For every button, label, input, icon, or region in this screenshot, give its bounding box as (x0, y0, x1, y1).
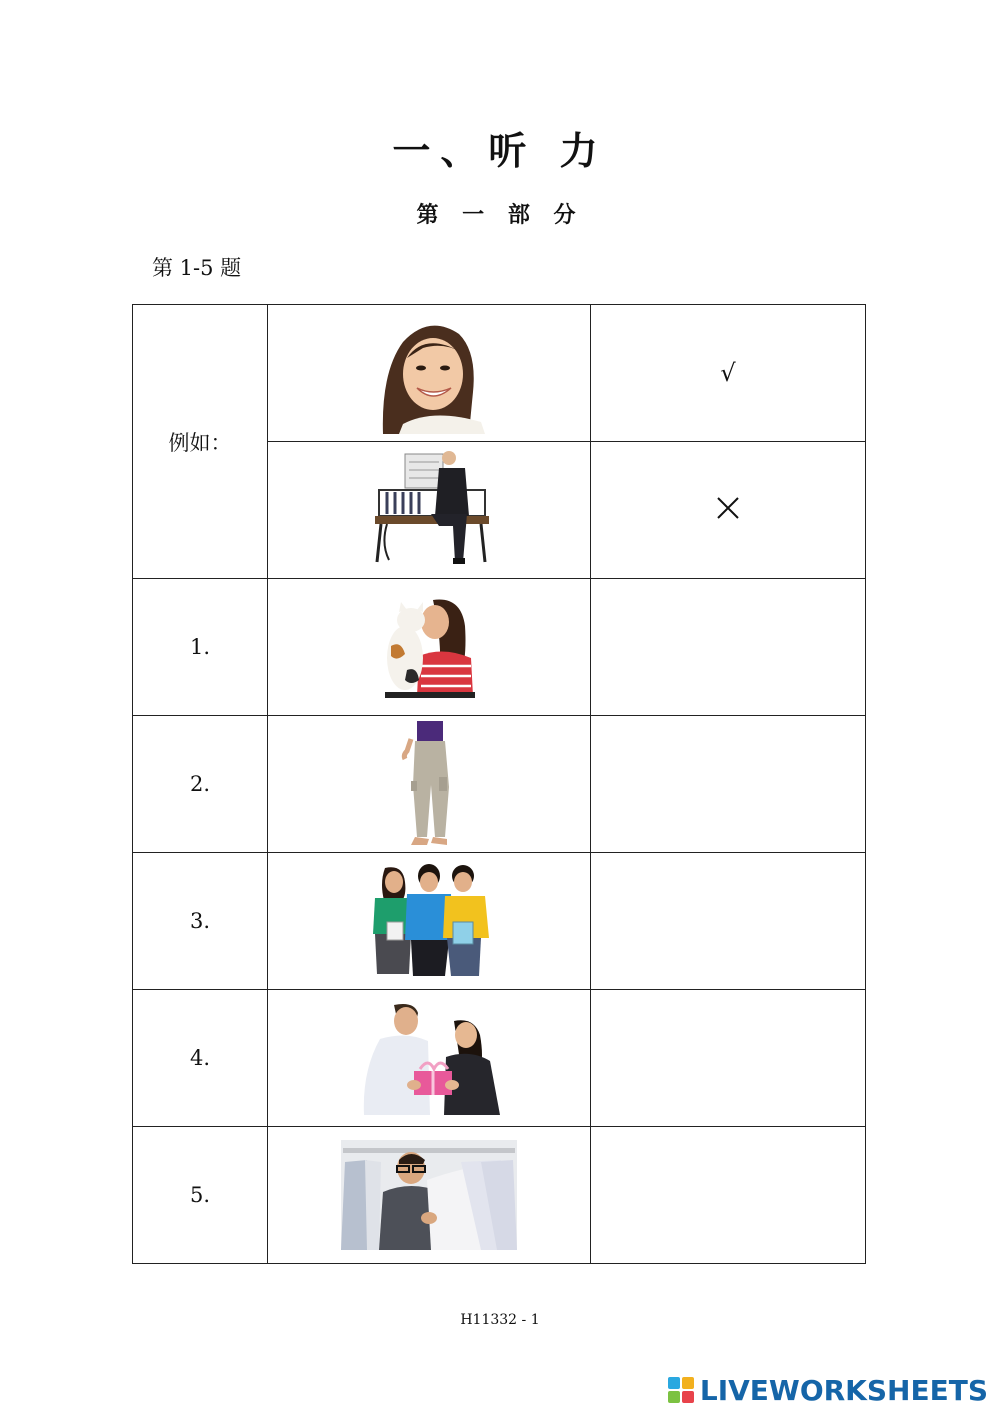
question-row (133, 716, 866, 853)
example-label: 例如： (168, 430, 232, 455)
liveworksheets-icon (668, 1377, 694, 1403)
picture-cell (268, 990, 591, 1127)
question-row (133, 853, 866, 990)
man-on-bench-picture (369, 450, 489, 570)
check-mark: √ (720, 359, 736, 387)
example-label-cell (133, 305, 268, 579)
picture-cell (268, 716, 591, 853)
liveworksheets-logo (668, 1374, 988, 1406)
part-title: 第 一 部 分 (416, 202, 584, 228)
section-title: 一、听 力 (392, 128, 608, 173)
picture-cell (268, 853, 591, 990)
question-number-cell (133, 853, 268, 990)
question-number-cell (133, 990, 268, 1127)
cross-icon (716, 496, 740, 520)
question-number: 5. (189, 1183, 211, 1207)
question-row (133, 1127, 866, 1264)
shirt-shopping-picture (341, 1140, 517, 1250)
question-row (133, 579, 866, 716)
question-number: 4. (189, 1046, 211, 1070)
page-footer: H11332 - 1 (460, 1312, 540, 1328)
answer-cell[interactable] (591, 990, 866, 1127)
liveworksheets-wordmark: LIVEWORKSHEETS (699, 1373, 988, 1407)
picture-cell (268, 579, 591, 716)
woman-kissing-cat-picture (383, 596, 475, 698)
person-in-pants-picture (399, 721, 459, 847)
answer-cell[interactable] (591, 853, 866, 990)
question-row (133, 990, 866, 1127)
question-number-cell (133, 716, 268, 853)
question-number-cell (133, 579, 268, 716)
picture-cell (268, 305, 591, 442)
answer-cell[interactable] (591, 716, 866, 853)
gift-giving-picture (358, 1001, 500, 1115)
answer-cell[interactable] (591, 1127, 866, 1264)
question-range: 第 1-5 题 (152, 256, 242, 280)
question-number-cell (133, 1127, 268, 1264)
answer-cell[interactable] (591, 579, 866, 716)
question-number: 2. (189, 772, 211, 796)
example-row (133, 305, 866, 442)
answer-cell[interactable] (591, 442, 866, 579)
picture-cell (268, 442, 591, 579)
question-number: 1. (189, 635, 211, 659)
three-students-picture (365, 864, 493, 978)
answer-cell[interactable] (591, 305, 866, 442)
picture-cell (268, 1127, 591, 1264)
smiling-woman-picture (373, 312, 485, 434)
question-number: 3. (189, 909, 211, 933)
cross-mark (716, 505, 740, 524)
listening-table (132, 304, 866, 1264)
